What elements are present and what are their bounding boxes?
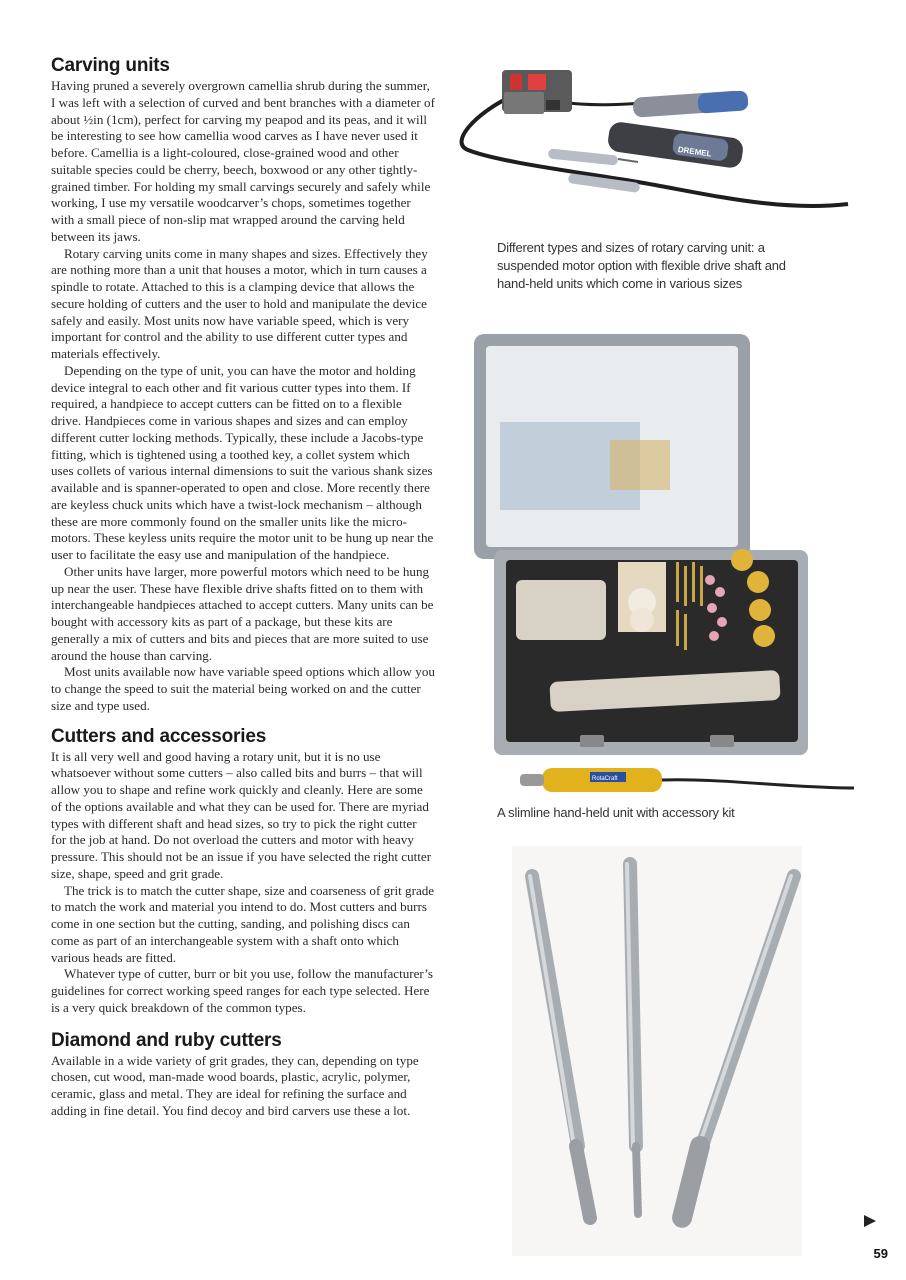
page-number: 59 [873,1246,888,1261]
dremel-label: DREMEL [677,144,713,159]
paragraph: Available in a wide variety of grit grades, they can, depending on type chosen, cut wood, man-made wood boards, plastic, acrylic, polymer, ceramic, glass and metal. They are ideal for refining the surface and adding in fine detail. You find decoy and bird carvers use these a lot. [51,1052,419,1118]
heading-diamond-ruby-cutters: Diamond and ruby cutters [51,1029,282,1051]
accessory-kit-photo [470,330,860,796]
paragraph: Whatever type of cutter, burr or bit you use, follow the manufacturer’s guidelines for correct working speed ranges for each type selected. Here is a very quick breakdown of the common types. [51,966,434,1015]
next-page-arrow-icon [864,1215,876,1227]
caption-rotary-units: Different types and sizes of rotary carving unit: a suspended motor option with flexible drive shaft and hand-held units which come in various sizes [497,240,786,291]
paragraph: Other units have larger, more powerful motors which need to be hung up near the user. These have flexible drive shafts fitted on to them with interchangeable handpieces attached to accept cutters. Many units can be bought with accessory kits as part of a package, but these kits are generally a mix of cutters and bits and pieces that are more suited to use around the house than carving. [51,563,434,663]
kit-brand-label: RotaCraft [592,776,618,782]
paragraph: The trick is to match the cutter shape, size and coarseness of grit grade to match the work and material you intend to do. Most cutters and burrs come in one section but the cutting, sanding, and polishing discs can come as part of an interchangeable system with a shaft onto which various heads are fitted. [51,882,435,965]
paragraph: It is all very well and good having a rotary unit, but it is no use whatsoever without some cutters – also called bits and burrs – that will allow you to shape and refine work quickly and cleanly. Here are some of the options available and what they can be used for. There are myriad types with different shaft and head sizes, so try to pick the right cutter for the job at hand. Do not overload the cutters and motor with heavy pressure. This should not be an issue if you have selected the right cutter size, shape, speed and grit grade. [51,748,432,881]
text-column [51,54,435,1120]
caption-kit: A slimline hand-held unit with accessory kit [497,805,735,820]
rotary-units-photo [458,62,856,234]
paragraph: Most units available now have variable speed options which allow you to change the speed to suit the material being worked on and the cutter size and type used. [51,664,435,713]
heading-carving-units: Carving units [51,55,170,76]
paragraph: Having pruned a severely overgrown camellia shrub during the summer, I was left with a selection of curved and bent branches with a diameter of about ½in (1cm), perfect for carving my peapod and its peas, and it will be interesting to see how camellia wood carves as I have never used it before. Camellia is a light-coloured, close-grained wood and other suitable species could be cherry, beech, boxwood or any other tightly-grained timber. For holding my small carvings securely and safely while working, I use my versatile woodcarver’s chops, sometimes together with a small piece of non-slip mat wrapped around the carving held between its jaws. [51,78,435,244]
paragraph: Depending on the type of unit, you can have the motor and holding device integral to each other and fit various cutter types into them. If required, a handpiece to accept cutters can be fitted on to a flexible drive. Handpieces come in various shapes and sizes and can employ different cutter locking methods. Typically, these include a Jacobs-type fitting, which is tightened using a toothed key, a collet system which uses collets of various internal dimensions to suit the various shank sizes available and is spanner-operated to open and close. More recently there are keyless chuck units which have a twist-lock mechanism – although these are more commonly found on the smaller units like the micro-motors. These keyless units require the motor unit to be hung up near the user to facilitate the easy use and manipulation of the handpiece. [51,362,434,562]
diamond-cutters-photo [512,846,802,1256]
heading-cutters-accessories: Cutters and accessories [51,725,267,747]
paragraph: Rotary carving units come in many shapes and sizes. Effectively they are nothing more than a unit that houses a motor, which in turn causes a spindle to rotate. Attached to this is a clamping device that allows the secure holding of cutters and the user to hold and manipulate the device safely and easily. Most units now have variable speed, which is very important for control and the ability to use different cutter types and materials effectively. [51,245,428,361]
